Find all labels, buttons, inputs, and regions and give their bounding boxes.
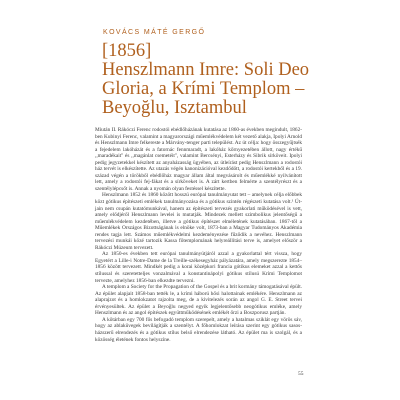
title-line: Beyoğlu, Isztambul [102,98,247,118]
title-year: 1856 [108,41,146,61]
title-line: Henszlmann Imre: Soli Deo [102,60,310,80]
page-number: 55 [298,371,304,377]
title-year-line: [1856] [102,41,152,61]
author-name: KOVÁCS MÁTÉ GERGŐ [103,29,206,36]
paragraph: Miután II. Rákóczi Ferenc rodostói ebédlőházának kutatása az 1860-as években megindult, 1862-ben Kubinyi Ferenc, valamint a magyarországi műemlékvédelem két vezető alakja, Ipolyi Arnold és Henszlmann Imre felkereste a Márvány-tenger parti települést. Az út célja: hogy összegyűjtsék a fejedelem lakóházát és a fatornác fennmaradt, a lakóház kőrnyezetében állott, nagy értékű ,,maradékait" és ,,magánlat csemetéit", valamint Bercsényi, Esterházy és Sibrik sírköveit. Ipolyi pedig jegyzetekkel készített az anyaházasság ügyében, az útleírást pedig Henszlmann a rodostói ház tervét is elkészítette. Az utazás végén kanonizációval kezdődött, a rodostói kertekből és a 19. század végén a törökből ebédlőház magyar állam által megvásárolt és műemlékké nyilvánított lett, amely a rodostói fej-fákat és a sírköveket is. A zárt kertben felmérte a szentélyrészt és a szentélylépcsőt is. Annak a nyomán olyan festéssel készítette. [95,127,302,192]
chapter-title [102,42,332,118]
paragraph: A kőtárban egy 700 fős befogadó templom szerepelt, amely a hatalmas sziklát egy vörös sáv, hogy az ablaküvegek bevilágítják a szentélyt. A főhomlokzat leírása szerint egy gótikus sasos-házszerű elrendezés és a gótikus stílus belső elrendezése látható. Az épület ma is szolgál, és a közösség életének fontos helyszíne. [95,316,302,343]
paragraph: Az 1850-es években tett európai tanulmányútjáról azzal a gyakorlattal tért vissza, hogy Egyetért a Lille-i Notre-Dame de la Treille-székesegyház pályázatára, amely megszerezte 1854–1856 között tervezett. Mindkét pedig a korai középkori francia gótikus elemeket azzal a kettős stílussal és szeretetteljes vonzalmával a konstantinápolyi gótikus stílusú Krími Templomot tervezte, amelyhez 1856-ban elkezdte tervezni. [95,251,302,284]
body-text [95,127,302,343]
paragraph: A templom a Society for the Propagation of the Gospel és a brit kormány támogatásával épült. Az épület alapjait 1858-ban tették le, a krími háború hősi halottainak emlékére. Henszlmann az alaprajzot és a homlokzatot rajzolta meg, de a kivitelezés során az angol G. E. Street tervei érvényesültek. Az épület a Beyoğlu negyed egyik legjelentősebb neogótikus emléke, amely Henszlmann és az angol építészek együttműködésének emlékét őrzi a Boszporusz partján. [95,284,302,317]
paragraph: Henszlmann 1852 és 1860 között hosszú európai tanulmányutat tett – amelynek célja előbbek közt gótikus építészeti emlékek tanulmányozása és a gótikus szintén régészeti kutatása volt.¹ Út-jain nem csupán kutatómunkával, hanem az építészeti tervezés gyakorlati működésével is vett, amely elődjéről Henszlmann levelei is mutatják. Mindezek mellett szimbolikus jelentőségű a műemlékvédelem kezdetében, illetve a gótikus építészet elméletének kutatásában. 1867-től a Műemlékek Országos Bizottságának is elnöke volt, 1873-ban a Magyar Tudományos Akadémia rendes tagja lett. Számos műemlékvédelmi kezdeményezése fűződik a nevéhez. Henszlmann tervezési munkái közé tartozik Kassa főtemplomának helyreállítási terve is, amelyet először a Rákóczi Múzeum tervezett. [95,192,302,251]
title-line: Gloria, a Krími Templom – [102,79,305,99]
